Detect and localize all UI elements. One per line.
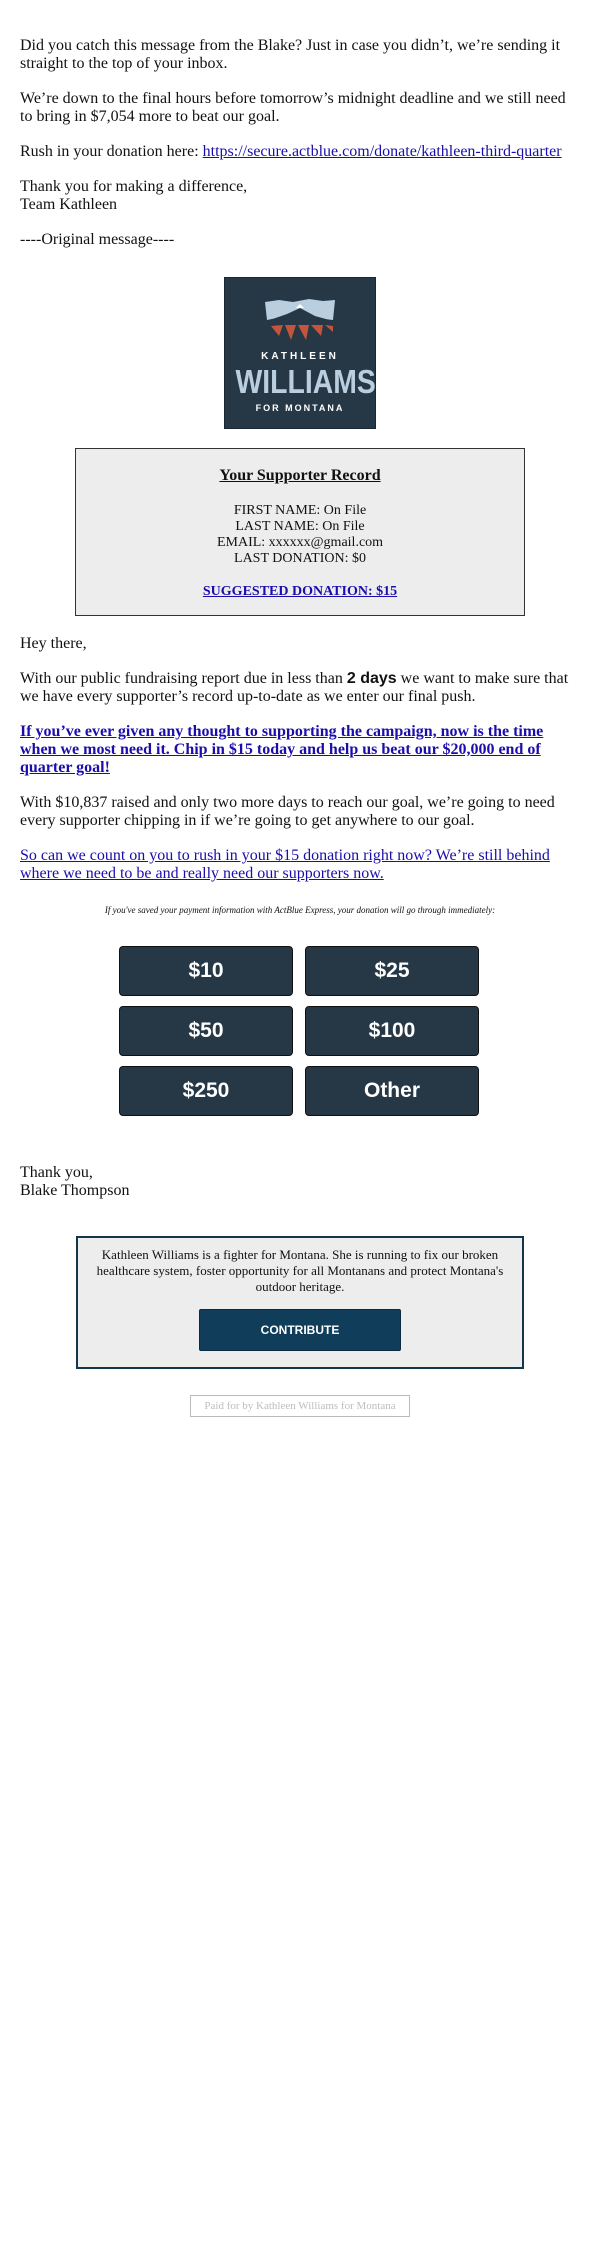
donate-10-button[interactable]: $10 — [119, 946, 293, 996]
report-paragraph — [20, 670, 580, 706]
donate-50-button[interactable]: $50 — [119, 1006, 293, 1056]
progress-paragraph: With $10,837 raised and only two more days to reach our goal, we’re going to need every supporter chipping in if we’re going to get anywhere to our goal. — [20, 794, 555, 829]
supporter-record-box — [75, 448, 525, 616]
thanks-line: Thank you for making a difference, — [20, 178, 248, 195]
donation-amount-grid — [119, 946, 481, 1116]
record-last-name: LAST NAME: On File — [235, 519, 365, 534]
record-email: EMAIL: xxxxxx@gmail.com — [216, 535, 384, 550]
signoff — [20, 1164, 580, 1200]
donate-100-button[interactable]: $100 — [305, 1006, 479, 1056]
donate-25-button[interactable]: $25 — [305, 946, 479, 996]
mountain-logo-icon — [263, 296, 337, 346]
report-text-c: we want to make sure that we have every supporter’s record up-to-date as we enter our final push. — [20, 670, 569, 705]
original-message-divider: ----Original message---- — [20, 231, 175, 248]
supporter-record-title: Your Supporter Record — [219, 467, 381, 484]
donation-link-paragraph — [20, 143, 580, 161]
chip-in-paragraph — [20, 723, 580, 777]
contribute-button[interactable]: CONTRIBUTE — [199, 1309, 401, 1351]
campaign-logo[interactable] — [224, 277, 376, 429]
paid-for-disclaimer: Paid for by Kathleen Williams for Montana — [190, 1395, 410, 1417]
actblue-express-note: If you've saved your payment information with ActBlue Express, your donation will go through immediately: — [104, 905, 496, 915]
logo-tagline: FOR MONTANA — [255, 403, 345, 413]
team-signature: Team Kathleen — [20, 196, 118, 213]
rush-paragraph — [20, 847, 580, 883]
chip-in-link[interactable]: If you’ve ever given any thought to supporting the campaign, now is the time when we most need it. Chip in $15 today and help us beat our $20,000 end of quarter goal! — [20, 723, 544, 776]
record-first-name: FIRST NAME: On File — [233, 503, 367, 518]
donate-other-button[interactable]: Other — [305, 1066, 479, 1116]
donation-link-prefix: Rush in your donation here: — [20, 143, 203, 160]
intro-paragraph: Did you catch this message from the Blake? Just in case you didn’t, we’re sending it straight to the top of your inbox. — [20, 37, 561, 72]
donate-250-button[interactable]: $250 — [119, 1066, 293, 1116]
suggested-donation-link[interactable]: SUGGESTED DONATION: $15 — [202, 584, 398, 599]
report-days: 2 days — [346, 670, 397, 687]
footer-box — [76, 1236, 524, 1369]
greeting: Hey there, — [20, 635, 87, 652]
donation-link[interactable]: https://secure.actblue.com/donate/kathleen-third-quarter — [202, 143, 562, 160]
report-text-a: With our public fundraising report due in less than — [20, 670, 347, 687]
deadline-paragraph: We’re down to the final hours before tomorrow’s midnight deadline and we still need to bring in $7,054 more to beat our goal. — [20, 90, 566, 125]
signoff-name: Blake Thompson — [20, 1182, 130, 1199]
record-last-donation: LAST DONATION: $0 — [234, 551, 366, 566]
signoff-thanks: Thank you, — [20, 1164, 93, 1181]
rush-link[interactable]: So can we count on you to rush in your $15 donation right now? We’re still behind where we need to be and really need our supporters now. — [20, 847, 550, 882]
thanks-paragraph — [20, 178, 580, 214]
logo-lastname: WILLIAMS — [235, 363, 376, 400]
logo-firstname: KATHLEEN — [261, 351, 339, 362]
footer-text: Kathleen Williams is a fighter for Montana. She is running to fix our broken healthcare system, foster opportunity for all Montanans and protect Montana's outdoor heritage. — [96, 1247, 504, 1294]
